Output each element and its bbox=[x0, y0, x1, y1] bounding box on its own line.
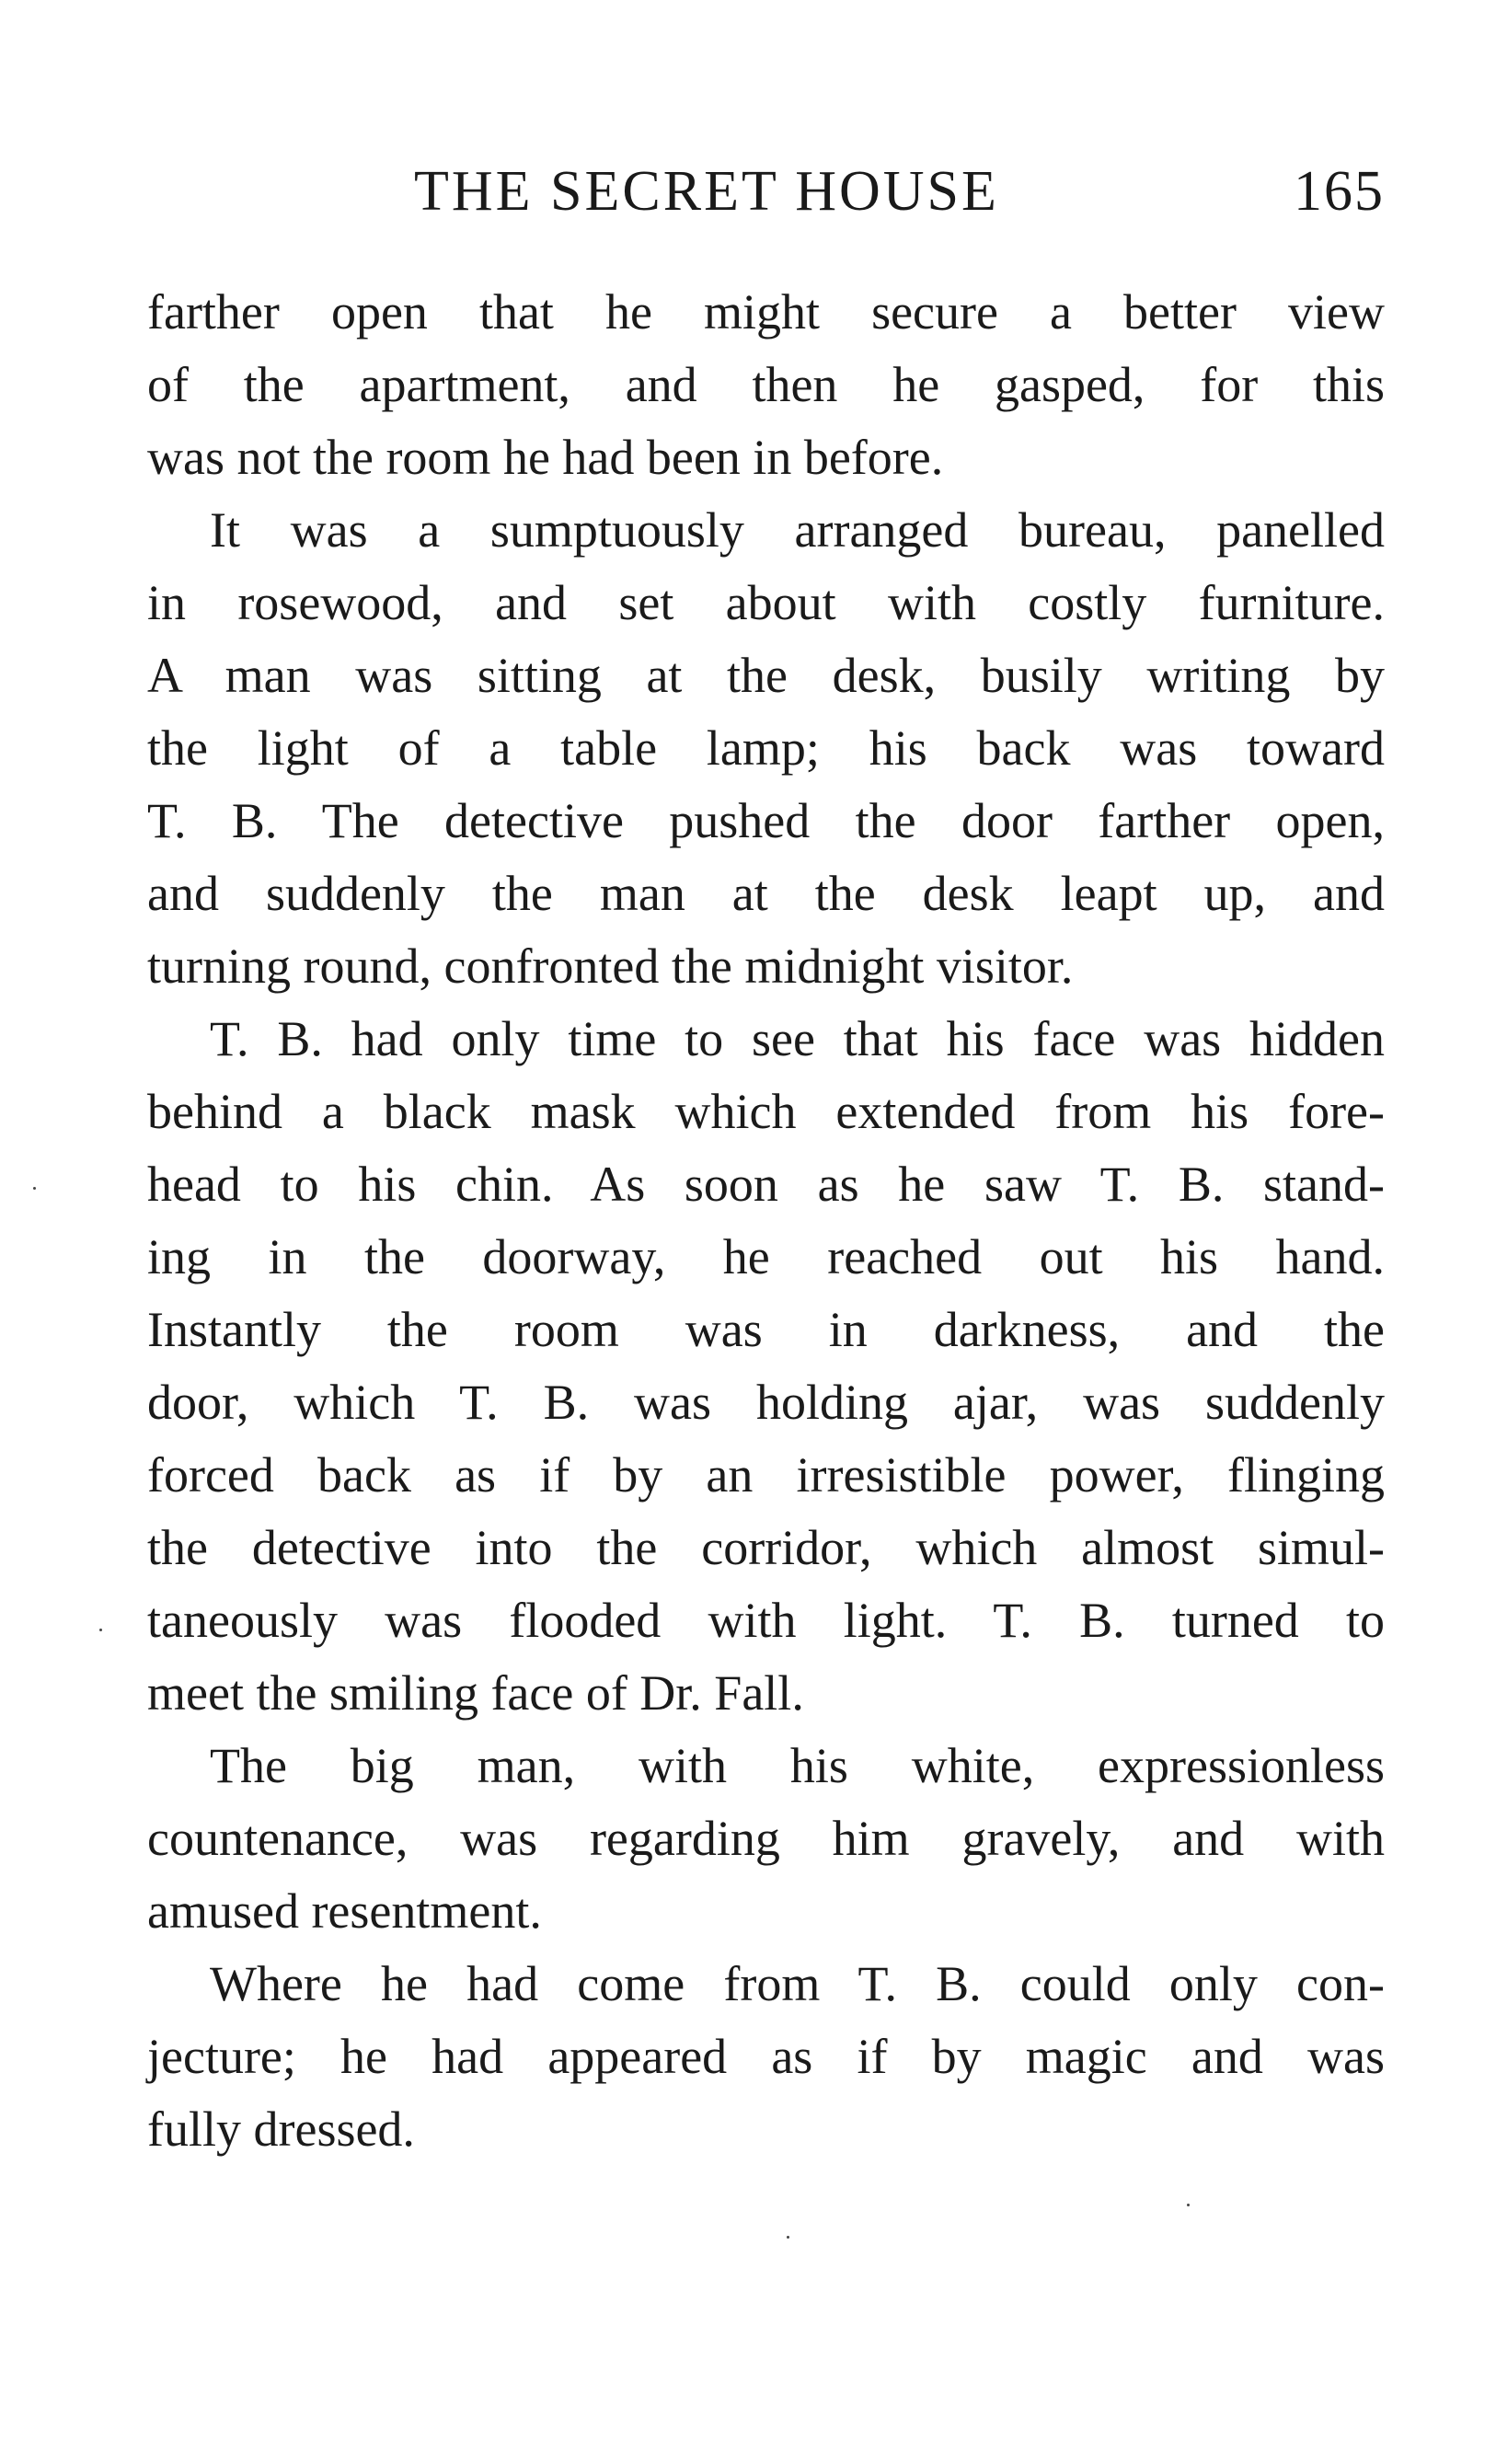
text-line: in rosewood, and set about with costly furniture. bbox=[147, 575, 1385, 630]
text-line: amused resentment. bbox=[147, 1883, 542, 1939]
print-speck bbox=[787, 2236, 789, 2239]
text-line: The big man, with his white, expressionless bbox=[210, 1738, 1385, 1793]
text-line: It was a sumptuously arranged bureau, panelled bbox=[210, 502, 1385, 558]
text-line: jecture; he had appeared as if by magic and was bbox=[147, 2029, 1385, 2084]
paragraph-5 bbox=[147, 1948, 1385, 2166]
text-line: meet the smiling face of Dr. Fall. bbox=[147, 1665, 804, 1721]
text-line: forced back as if by an irresistible power, flinging bbox=[147, 1447, 1385, 1503]
text-line: taneously was flooded with light. T. B. turned to bbox=[147, 1593, 1385, 1648]
text-line: of the apartment, and then he gasped, for this bbox=[147, 357, 1385, 412]
print-speck bbox=[33, 1187, 36, 1190]
text-line: countenance, was regarding him gravely, and with bbox=[147, 1811, 1385, 1866]
text-line: farther open that he might secure a better view bbox=[147, 284, 1385, 340]
text-line: was not the room he had been in before. bbox=[147, 430, 944, 485]
text-line: the light of a table lamp; his back was toward bbox=[147, 720, 1385, 776]
text-line: the detective into the corridor, which almost simul- bbox=[147, 1520, 1385, 1575]
paragraph-1 bbox=[147, 276, 1385, 494]
print-speck bbox=[1187, 2204, 1190, 2206]
text-line: T. B. The detective pushed the door farther open, bbox=[147, 793, 1385, 848]
text-line: door, which T. B. was holding ajar, was suddenly bbox=[147, 1375, 1385, 1430]
paragraph-3 bbox=[147, 1003, 1385, 1730]
text-line: and suddenly the man at the desk leapt up, and bbox=[147, 866, 1385, 921]
body-text bbox=[147, 276, 1385, 2166]
text-line: behind a black mask which extended from his fore- bbox=[147, 1084, 1385, 1139]
page-number: 165 bbox=[1294, 160, 1385, 223]
text-line: Where he had come from T. B. could only con- bbox=[210, 1956, 1385, 2011]
text-line: fully dressed. bbox=[147, 2101, 415, 2157]
text-line: Instantly the room was in darkness, and the bbox=[147, 1302, 1385, 1357]
running-head bbox=[147, 155, 1385, 228]
running-title: THE SECRET HOUSE bbox=[414, 160, 999, 223]
paragraph-4 bbox=[147, 1730, 1385, 1948]
print-speck bbox=[99, 1629, 102, 1631]
paragraph-2 bbox=[147, 494, 1385, 1003]
text-line: turning round, confronted the midnight visitor. bbox=[147, 938, 1074, 994]
text-line: head to his chin. As soon as he saw T. B. stand- bbox=[147, 1157, 1385, 1212]
text-line: T. B. had only time to see that his face was hidden bbox=[210, 1011, 1385, 1066]
text-line: ing in the doorway, he reached out his hand. bbox=[147, 1229, 1385, 1284]
text-line: A man was sitting at the desk, busily writing by bbox=[147, 648, 1385, 703]
